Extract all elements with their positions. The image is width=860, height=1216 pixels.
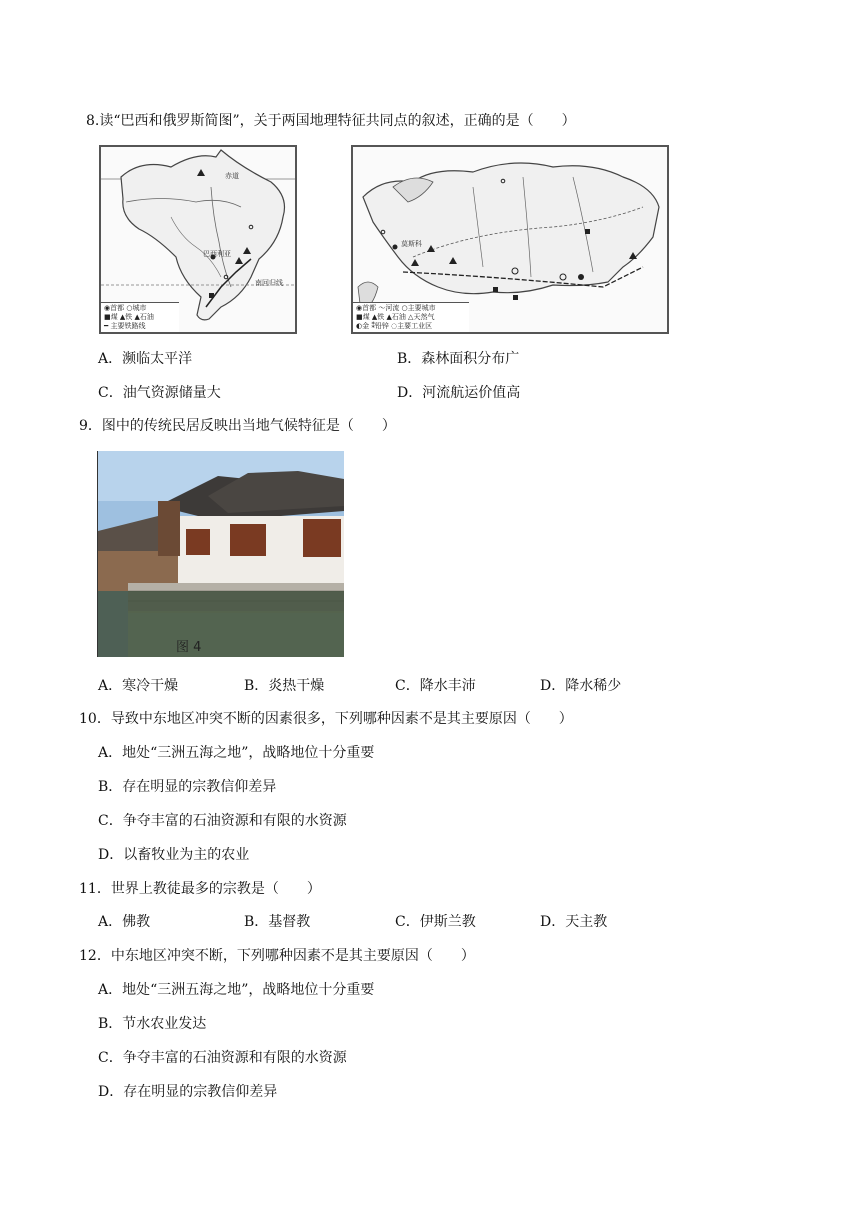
question-9-option-a: A．寒冷干燥 (98, 678, 179, 694)
water-reflection (128, 611, 344, 657)
question-11-stem: 11．世界上教徒最多的宗教是（ ） (79, 881, 321, 897)
legend-line: ◐金 ⁑铅锌 ◌主要工业区 (356, 322, 433, 330)
question-8-stem: 8.读“巴西和俄罗斯简图”，关于两国地理特征共同点的叙述，正确的是（ ） (86, 113, 576, 129)
question-12-stem: 12．中东地区冲突不断，下列哪种因素不是其主要原因（ ） (79, 948, 475, 964)
question-8-option-b: B．森林面积分布广 (397, 351, 520, 367)
question-8-option-c: C．油气资源储量大 (98, 385, 221, 401)
window (303, 519, 341, 557)
window (230, 524, 266, 556)
question-12-option-a: A．地处“三洲五海之地”，战略地位十分重要 (98, 982, 375, 998)
question-10-stem: 10．导致中东地区冲突不断的因素很多，下列哪种因素不是其主要原因（ ） (79, 711, 573, 727)
question-10-option-d: D．以畜牧业为主的农业 (98, 847, 250, 863)
coal-symbol (209, 293, 214, 298)
legend-line: ■煤 ▲铁 ▲石油 △天然气 (356, 313, 435, 321)
question-9-option-b: B．炎热干燥 (244, 678, 325, 694)
traditional-house-photo (97, 451, 344, 657)
coal-symbol (585, 229, 590, 234)
window (186, 529, 210, 555)
wooden-facade (158, 501, 180, 556)
coal-symbol (493, 287, 498, 292)
question-9-stem: 9．图中的传统民居反映出当地气候特征是（ ） (79, 418, 396, 434)
russia-map-legend (353, 302, 469, 332)
question-9-option-c: C．降水丰沛 (395, 678, 476, 694)
tropic-label: 南回归线 (255, 279, 283, 287)
gold-symbol (578, 274, 584, 280)
question-11-option-b: B．基督教 (244, 914, 311, 930)
photo-drawing (98, 451, 344, 657)
question-8-option-d: D．河流航运价值高 (397, 385, 521, 401)
equator-label: 赤道 (225, 172, 239, 180)
legend-line: ■煤 ▲铁 ▲石油 (104, 313, 154, 321)
brazil-map (99, 145, 297, 334)
capital-marker (393, 245, 398, 250)
question-9-option-d: D．降水稀少 (540, 678, 622, 694)
question-11-option-d: D．天主教 (540, 914, 608, 930)
question-12-option-c: C．争夺丰富的石油资源和有限的水资源 (98, 1050, 347, 1066)
question-12-option-b: B．节水农业发达 (98, 1016, 207, 1032)
photo-caption: 图 4 (176, 640, 202, 655)
legend-line: ━ 主要铁路线 (104, 322, 146, 330)
capital-label: 巴西利亚 (203, 250, 231, 258)
question-12-option-d: D．存在明显的宗教信仰差异 (98, 1084, 278, 1100)
legend-line: ◉首都 ～河流 ○主要城市 (356, 304, 436, 312)
capital-label: 莫斯科 (401, 240, 422, 248)
question-10-option-c: C．争夺丰富的石油资源和有限的水资源 (98, 813, 347, 829)
question-10-option-a: A．地处“三洲五海之地”，战略地位十分重要 (98, 745, 375, 761)
legend-line: ◉首都 ○城市 (104, 304, 147, 312)
question-8-option-a: A．濒临太平洋 (98, 351, 193, 367)
russia-map (351, 145, 669, 334)
question-11-option-c: C．伊斯兰教 (395, 914, 476, 930)
question-10-option-b: B．存在明显的宗教信仰差异 (98, 779, 277, 795)
question-11-option-a: A．佛教 (98, 914, 151, 930)
brazil-map-legend (101, 302, 179, 332)
coal-symbol (513, 295, 518, 300)
